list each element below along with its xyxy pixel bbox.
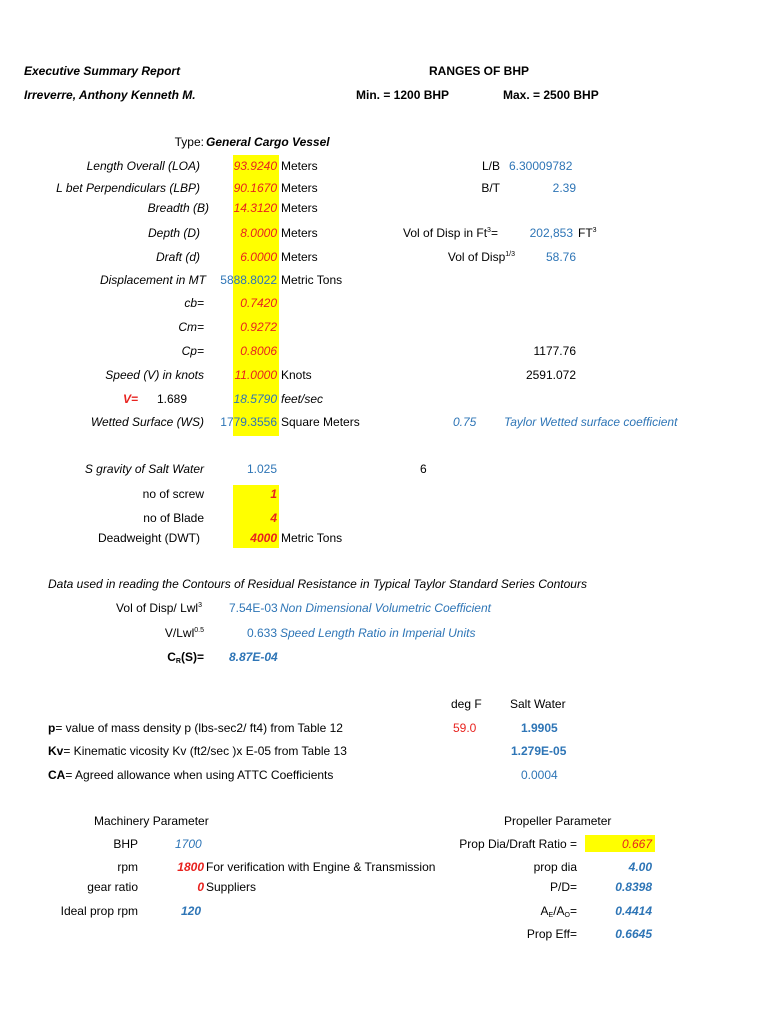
depth-unit: Meters — [281, 226, 318, 240]
type-label: Type: — [174, 135, 204, 149]
v-label: V= — [123, 392, 139, 406]
displacement-value: 5888.8022 — [220, 273, 277, 287]
kv-label: Kv= Kinematic vicosity Kv (ft2/sec )x E-05 from Table 13 — [48, 744, 347, 758]
blade-label: no of Blade — [143, 511, 204, 525]
ws-coef-label: Taylor Wetted surface coefficient — [504, 415, 678, 429]
p-label: p= value of mass density p (lbs-sec2/ ft4) from Table 12 — [48, 721, 343, 735]
bhp-label: BHP — [113, 837, 138, 851]
prop-eff-value: 0.6645 — [615, 927, 652, 941]
lb-label: L/B — [481, 159, 500, 173]
sg-label: S gravity of Salt Water — [84, 462, 204, 476]
prop-ratio-label: Prop Dia/Draft Ratio = — [459, 837, 577, 851]
ca-label: CA= Agreed allowance when using ATTC Coefficients — [48, 768, 334, 782]
cb-label: cb= — [184, 296, 204, 310]
draft-unit: Meters — [281, 250, 318, 264]
displacement-label: Displacement in MT — [99, 273, 206, 287]
vol-13-label: Vol of Disp$^{1/3}$ — [447, 250, 515, 264]
ideal-rpm-value: 120 — [181, 904, 202, 918]
lbp-label: L bet Perpendiculars (LBP) — [56, 181, 200, 195]
p-value: 1.9905 — [521, 721, 558, 735]
sg-value: 1.025 — [246, 462, 277, 476]
vol-lwl-value: 7.54E-03 — [229, 601, 278, 615]
vlwl-desc: Speed Length Ratio in Imperial Units — [280, 626, 476, 640]
rpm-value: 1800 — [177, 860, 204, 874]
displacement-unit: Metric Tons — [281, 273, 343, 287]
kv-value: 1.279E-05 — [511, 744, 567, 758]
bt-label: B/T — [481, 181, 500, 195]
vol-ft3-value: 202,853 — [529, 226, 573, 240]
prop-dia-value: 4.00 — [628, 860, 652, 874]
v-fps-unit: feet/sec — [281, 392, 324, 406]
p-deg-value: 59.0 — [453, 721, 477, 735]
contours-heading: Data used in reading the Contours of Residual Resistance in Typical Taylor Standard Series Contours — [48, 577, 587, 591]
v-factor: 1.689 — [157, 392, 188, 406]
breadth-unit: Meters — [281, 201, 318, 215]
cm-label: Cm= — [178, 320, 204, 334]
bhp-value: 1700 — [175, 837, 202, 851]
cr-label: $C_R(S)=$ — [167, 650, 204, 665]
prop-ratio-value: 0.667 — [621, 837, 652, 851]
prop-dia-label: prop dia — [533, 860, 577, 874]
draft-value: 6.0000 — [240, 250, 277, 264]
report-title: Executive Summary Report — [24, 64, 181, 78]
sg-side-value: 6 — [420, 462, 427, 476]
vol-ft3-label: Vol of Disp in $Ft^3=$ — [403, 226, 498, 240]
speed-unit: Knots — [281, 368, 312, 382]
vol-lwl-label: Vol of Disp/ Lwl$^3$ — [116, 601, 202, 615]
col-salt-water: Salt Water — [510, 697, 566, 711]
dwt-label: Deadweight (DWT) — [97, 531, 200, 545]
propeller-heading: Propeller Parameter — [504, 814, 612, 828]
lb-value: 6.30009782 — [509, 159, 573, 173]
col-deg-f: deg F — [451, 697, 482, 711]
dwt-value: 4000 — [250, 531, 277, 545]
vol-13-value: 58.76 — [545, 250, 576, 264]
vlwl-value: 0.633 — [246, 626, 277, 640]
ratio-num-1: 1177.76 — [533, 344, 576, 358]
breadth-label: Breadth (B) — [147, 201, 209, 215]
speed-value: 11.0000 — [234, 368, 277, 382]
author-name: Irreverre, Anthony Kenneth M. — [24, 88, 196, 102]
ranges-title: RANGES OF BHP — [429, 64, 530, 78]
depth-value: 8.0000 — [240, 226, 277, 240]
vol-lwl-desc: Non Dimensional Volumetric Coefficient — [280, 601, 491, 615]
vlwl-label: V/Lwl$^{0.5}$ — [164, 626, 204, 640]
breadth-value: 14.3120 — [233, 201, 277, 215]
loa-unit: Meters — [281, 159, 318, 173]
pd-value: 0.8398 — [615, 880, 652, 894]
loa-label: Length Overall (LOA) — [86, 159, 200, 173]
prop-eff-label: Prop Eff= — [526, 927, 577, 941]
vol-ft3-unit: $FT^3$ — [578, 226, 597, 240]
depth-label: Depth (D) — [147, 226, 200, 240]
machinery-heading: Machinery Parameter — [94, 814, 209, 828]
v-fps-value: 18.5790 — [233, 392, 277, 406]
type-value: General Cargo Vessel — [206, 135, 330, 149]
ratio-num-2: 2591.072 — [525, 368, 576, 382]
ae-ao-value: 0.4414 — [615, 904, 652, 918]
ws-label: Wetted Surface (WS) — [90, 415, 204, 429]
ideal-rpm-label: Ideal prop rpm — [60, 904, 138, 918]
cp-label: Cp= — [181, 344, 204, 358]
ae-ao-label: $A_E/A_O=$ — [540, 904, 577, 919]
ca-value: 0.0004 — [521, 768, 558, 782]
blade-value: 4 — [270, 511, 277, 525]
lbp-value: 90.1670 — [233, 181, 277, 195]
gear-label: gear ratio — [87, 880, 138, 894]
rpm-label: rpm — [117, 860, 138, 874]
cm-value: 0.9272 — [240, 320, 277, 334]
bt-value: 2.39 — [552, 181, 576, 195]
gear-value: 0 — [197, 880, 204, 894]
draft-label: Draft (d) — [155, 250, 200, 264]
max-bhp: Max. = 2500 BHP — [503, 88, 599, 102]
speed-label: Speed (V) in knots — [105, 368, 204, 382]
screw-label: no of screw — [142, 487, 204, 501]
min-bhp: Min. = 1200 BHP — [356, 88, 450, 102]
lbp-unit: Meters — [281, 181, 318, 195]
cr-value: 8.87E-04 — [229, 650, 278, 664]
cb-value: 0.7420 — [240, 296, 277, 310]
dwt-unit: Metric Tons — [281, 531, 343, 545]
cp-value: 0.8006 — [240, 344, 277, 358]
pd-label: P/D= — [549, 880, 577, 894]
ws-unit: Square Meters — [281, 415, 360, 429]
loa-value: 93.9240 — [233, 159, 277, 173]
screw-value: 1 — [270, 487, 277, 501]
ws-value: 1779.3556 — [220, 415, 277, 429]
rpm-note: For verification with Engine & Transmission — [206, 860, 436, 874]
ws-coef-value: 0.75 — [453, 415, 477, 429]
gear-note: Suppliers — [206, 880, 257, 894]
